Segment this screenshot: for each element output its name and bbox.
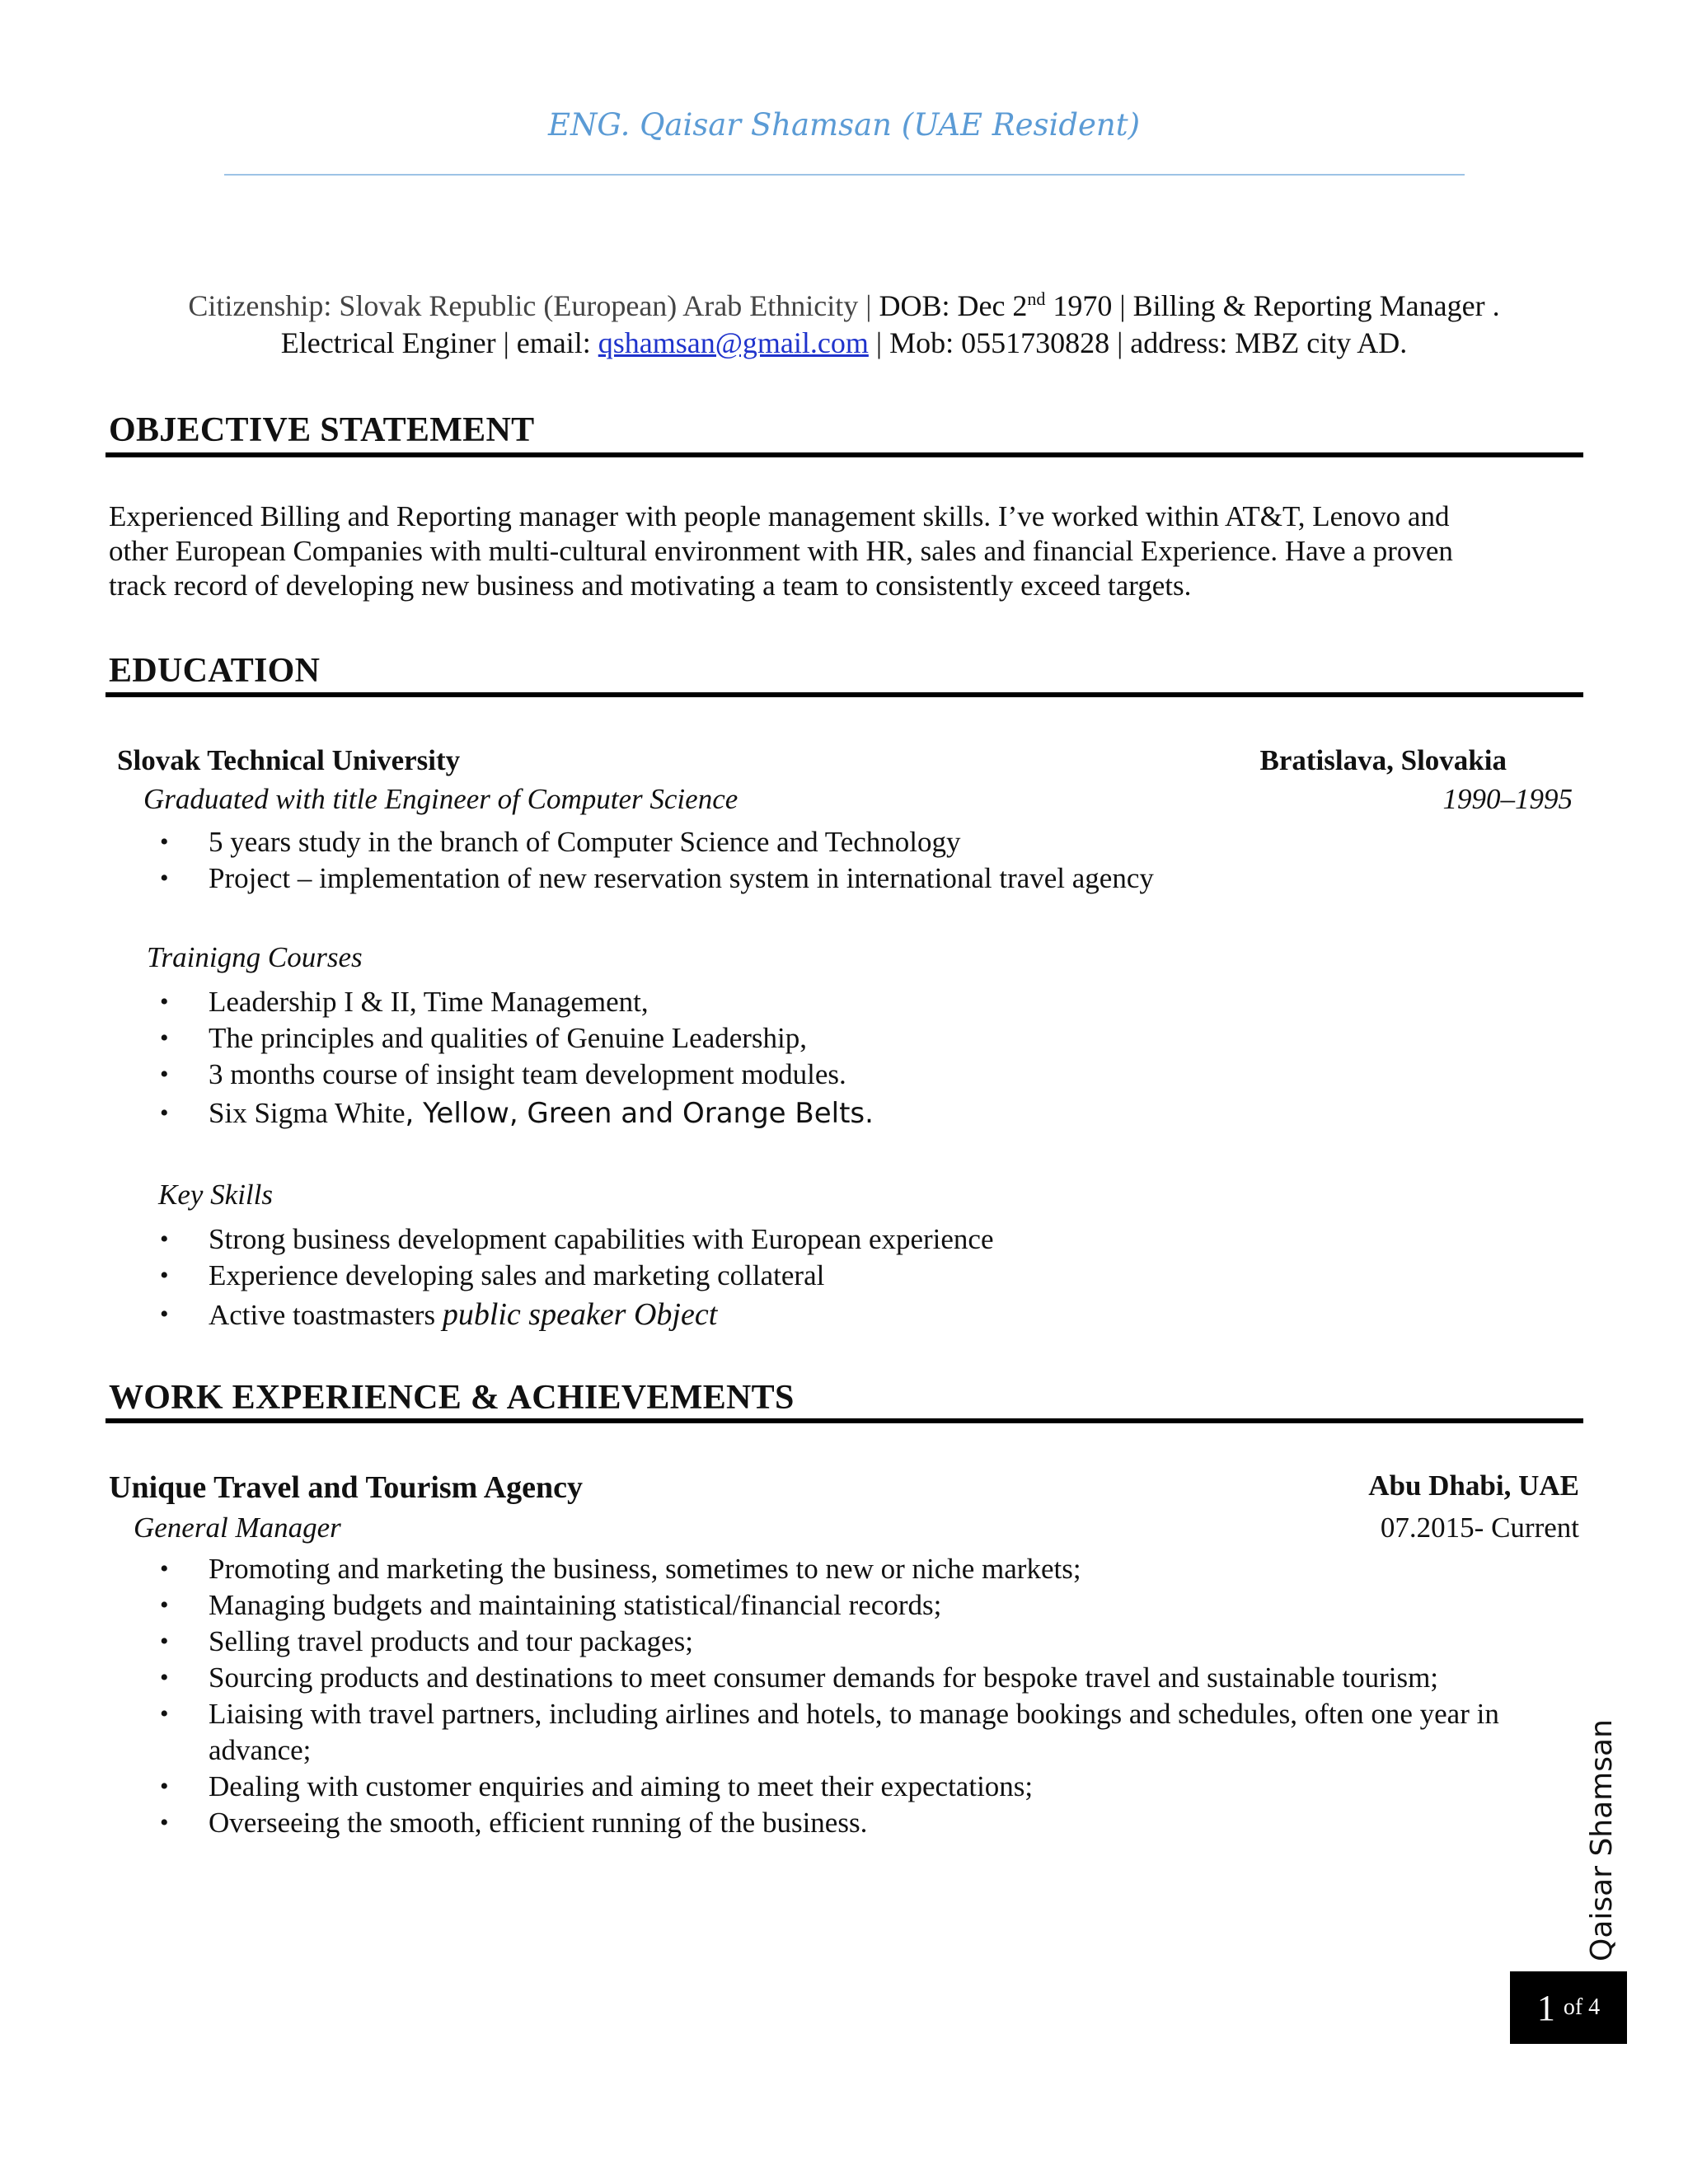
bullet-icon: • — [160, 1061, 169, 1088]
profession-text: Electrical Enginer | email: — [280, 326, 598, 359]
list-item-text: public speaker Object — [442, 1297, 718, 1332]
page-current: 1 — [1536, 1987, 1555, 2028]
education-bullets — [148, 824, 1582, 897]
degree-title: Graduated with title Engineer of Computer Science — [143, 783, 738, 815]
list-item-text: Active toastmasters — [209, 1299, 443, 1331]
bullet-icon: • — [160, 1809, 169, 1836]
list-item-text: 3 months course of insight team development modules. — [209, 1058, 846, 1090]
objective-line: Experienced Billing and Reporting manager with people management skills. I’ve worked within AT&T, Lenovo and — [109, 500, 1450, 532]
list-item — [148, 1660, 1582, 1696]
list-item-text: The principles and qualities of Genuine Leadership, — [209, 1022, 808, 1054]
job-role: General Manager — [134, 1511, 341, 1544]
list-item — [148, 984, 1582, 1020]
list-item — [148, 1696, 1582, 1769]
bullet-icon: • — [160, 1555, 169, 1582]
list-item — [148, 860, 1582, 897]
job-dates: 07.2015- Current — [1380, 1511, 1579, 1544]
dob-suffix: nd — [1027, 288, 1046, 309]
contact-line-2 — [0, 326, 1688, 360]
page-number-badge — [1510, 1971, 1627, 2044]
list-item — [148, 1624, 1582, 1660]
dob-title-text: 1970 | Billing & Reporting Manager . — [1045, 289, 1500, 322]
citizenship-text: Citizenship: Slovak Republic (European) Arab Ethnicity | — [188, 289, 872, 322]
list-item-text: 5 years study in the branch of Computer Science and Technology — [209, 826, 961, 858]
education-divider — [106, 692, 1583, 697]
list-item — [148, 824, 1582, 860]
list-item-text: Liaising with travel partners, including airlines and hotels, to manage bookings and schedules, often one year in — [209, 1698, 1499, 1730]
bullet-icon: • — [160, 988, 169, 1015]
contact-line-1 — [0, 288, 1688, 323]
training-bullets — [148, 984, 1582, 1134]
header-name: ENG. Qaisar Shamsan (UAE Resident) — [547, 107, 1141, 143]
header-divider — [224, 174, 1465, 176]
bullet-icon: • — [160, 1628, 169, 1655]
list-item — [148, 1258, 1582, 1294]
school-location: Bratislava, Slovakia — [1259, 744, 1507, 776]
objective-heading: OBJECTIVE STATEMENT — [109, 411, 535, 449]
list-item-text: Project – implementation of new reservation system in international travel agency — [209, 862, 1154, 894]
list-item — [148, 1587, 1582, 1624]
bullet-icon: • — [160, 1226, 169, 1253]
list-item-text: Six Sigma White — [209, 1097, 406, 1129]
company-name: Unique Travel and Tourism Agency — [109, 1470, 584, 1505]
list-item — [148, 1294, 1582, 1336]
bullet-icon: • — [160, 1700, 169, 1727]
work-heading: WORK EXPERIENCE & ACHIEVEMENTS — [109, 1379, 795, 1417]
list-item-text: Managing budgets and maintaining statistical/financial records; — [209, 1589, 942, 1621]
bullet-icon: • — [160, 1773, 169, 1800]
degree-years: 1990–1995 — [1442, 783, 1573, 815]
list-item-text: Strong business development capabilities with European experience — [209, 1223, 994, 1255]
bullet-icon: • — [160, 828, 169, 855]
list-item — [148, 1020, 1582, 1057]
list-item — [148, 1093, 1582, 1134]
bullet-icon: • — [160, 1099, 169, 1127]
list-item-text: Overseeing the smooth, efficient running of the business. — [209, 1807, 868, 1839]
education-heading: EDUCATION — [109, 652, 321, 690]
bullet-icon: • — [160, 1301, 169, 1328]
bullet-icon: • — [160, 1262, 169, 1289]
bullet-icon: • — [160, 865, 169, 892]
list-item-text: advance; — [209, 1734, 312, 1766]
skills-bullets — [148, 1221, 1582, 1336]
list-item — [148, 1769, 1582, 1805]
work-bullets — [148, 1551, 1582, 1841]
school-name: Slovak Technical University — [117, 744, 461, 776]
list-item — [148, 1057, 1582, 1093]
list-item — [148, 1551, 1582, 1587]
bullet-icon: • — [160, 1591, 169, 1619]
bullet-icon: • — [160, 1024, 169, 1052]
list-item — [148, 1805, 1582, 1841]
skills-heading: Key Skills — [158, 1179, 273, 1211]
mobile-address-text: | Mob: 0551730828 | address: MBZ city AD. — [868, 326, 1408, 359]
email-link[interactable]: qshamsan@gmail.com — [598, 326, 869, 359]
page-total: of 4 — [1563, 1994, 1601, 2020]
dob-text: DOB: Dec 2 — [871, 289, 1028, 322]
objective-line: track record of developing new business and motivating a team to consistently exceed targets. — [109, 569, 1192, 602]
list-item-text: Dealing with customer enquiries and aiming to meet their expectations; — [209, 1770, 1034, 1802]
objective-line: other European Companies with multi-cultural environment with HR, sales and financial Experience. Have a proven — [109, 535, 1453, 567]
list-item-text: Promoting and marketing the business, sometimes to new or niche markets; — [209, 1553, 1081, 1585]
bullet-icon: • — [160, 1664, 169, 1691]
side-name-text: Qaisar Shamsan — [1585, 1719, 1619, 1961]
company-location: Abu Dhabi, UAE — [1368, 1469, 1579, 1502]
list-item-text: Experience developing sales and marketing collateral — [209, 1259, 825, 1291]
training-heading: Trainigng Courses — [147, 941, 363, 973]
work-divider — [106, 1418, 1583, 1423]
list-item — [148, 1221, 1582, 1258]
objective-text — [109, 499, 1584, 603]
list-item-text: Selling travel products and tour packages; — [209, 1625, 694, 1657]
list-item-text: , Yellow, Green and Orange Belts. — [405, 1097, 874, 1130]
list-item-text: Leadership I & II, Time Management, — [209, 986, 649, 1018]
list-item-text: Sourcing products and destinations to meet consumer demands for bespoke travel and sustainable tourism; — [209, 1661, 1439, 1694]
objective-divider — [106, 452, 1583, 457]
